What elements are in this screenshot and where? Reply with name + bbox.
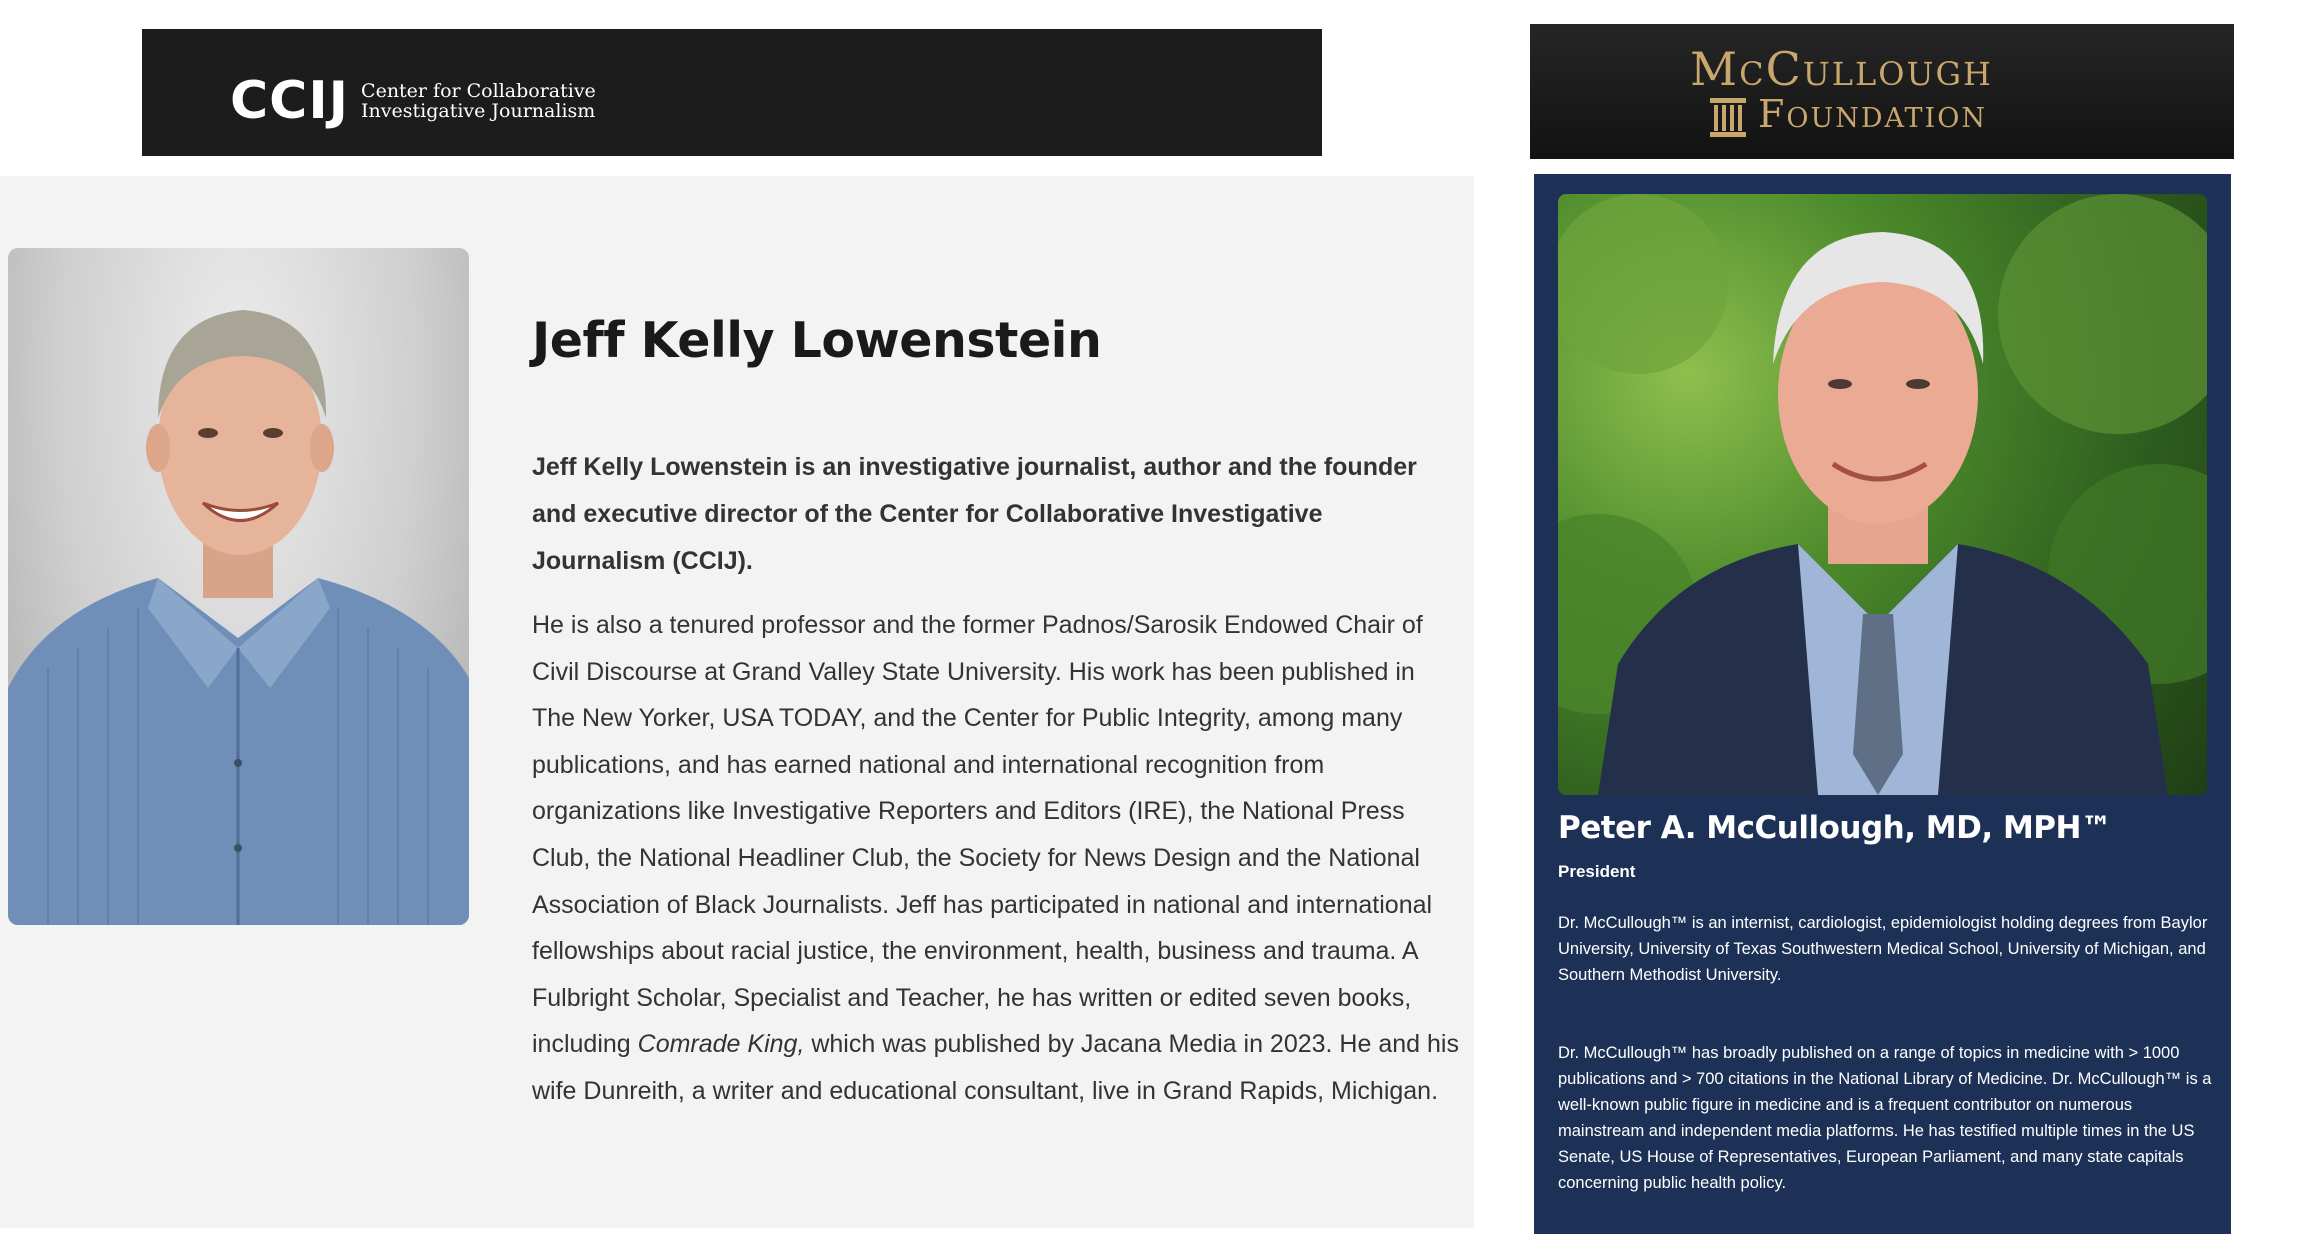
mcf-logo-word1[interactable]: McCullough [1690, 42, 1993, 96]
mccullough-foundation-header [1530, 24, 2234, 159]
peter-bio-paragraph-1: Dr. McCullough™ is an internist, cardiologist, epidemiologist holding degrees from Baylor University, University of Texas Southwestern Medical School, University of Michigan, and Southern Methodist University. [1558, 914, 2208, 984]
mcf-logo-word2[interactable]: Foundation [1758, 92, 1987, 136]
peter-name-heading: Peter A. McCullough, MD, MPH™ [1558, 810, 2112, 846]
ccij-tagline-line2: Investigative Journalism [361, 100, 596, 122]
peter-profile-card [1534, 174, 2231, 1234]
ccij-tagline-line1: Center for Collaborative [361, 80, 596, 102]
column-emblem-icon [1708, 96, 1748, 138]
ccij-header [142, 29, 1322, 156]
ccij-logo[interactable] [230, 71, 596, 131]
jeff-bio-text-a: He is also a tenured professor and the former Padnos/Sarosik Endowed Chair of Civil Discourse at Grand Valley State University. His work has been published in The New Yorker, USA TODAY, and the Center for Public Integrity, among many publications, and has earned national and international recognition from organizations like Investigative Reporters and Editors (IRE), the National Press Club, the National Headliner Club, the Society for News Design and the National Association of Black Journalists. Jeff has participated in national and international fellowships about racial justice, the environment, health, business and trauma. A Fulbright Scholar, Specialist and Teacher, he has written or edited seven books, including [532, 611, 1433, 1059]
jeff-bio-paragraph [532, 602, 1462, 1115]
peter-portrait-photo [1558, 194, 2207, 795]
jeff-profile-panel [0, 176, 1474, 1228]
peter-bio-paragraph-2: Dr. McCullough™ has broadly published on a range of topics in medicine with > 1000 publications and > 700 citations in the National Library of Medicine. Dr. McCullough™ is a well-known public figure in medicine and is a frequent contributor on numerous mainstream and independent media platforms. He has testified multiple times in the US Senate, US House of Representatives, European Parliament, and many state capitals concerning public health policy. [1558, 1044, 2212, 1192]
jeff-name-heading: Jeff Kelly Lowenstein [532, 312, 1102, 369]
jeff-portrait-photo [8, 248, 469, 925]
book-title-comrade-king: Comrade King, [637, 1030, 805, 1059]
jeff-bio-text-b: which was published by Jacana Media in 2023. He and his wife Dunreith, a writer and educational consultant, live in Grand Rapids, Michigan. [532, 1030, 1459, 1105]
jeff-lead-paragraph: Jeff Kelly Lowenstein is an investigative journalist, author and the founder and executive director of the Center for Collaborative Investigative Journalism (CCIJ). [532, 453, 1417, 575]
ccij-logo-tagline [361, 81, 596, 121]
peter-role-label: President [1558, 862, 1636, 881]
ccij-logo-mark: CCIJ [230, 71, 350, 131]
